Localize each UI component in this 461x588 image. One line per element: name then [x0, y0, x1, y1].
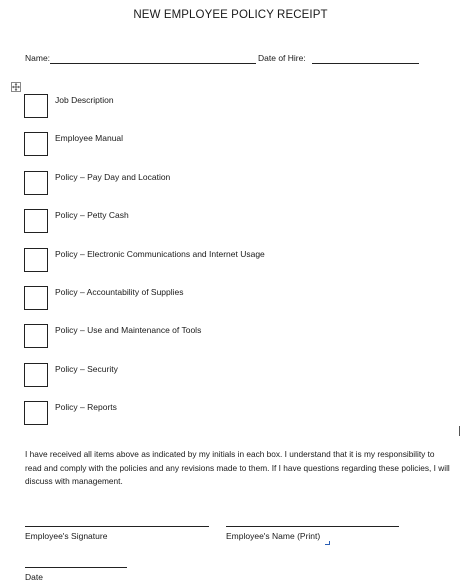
checklist-item-label: Policy – Petty Cash: [55, 210, 129, 220]
checklist-item: [24, 94, 324, 120]
date-of-hire-label: Date of Hire:: [258, 53, 306, 63]
checklist-item: [24, 209, 324, 235]
signature-label: Employee's Signature: [25, 531, 108, 541]
checklist-item: [24, 171, 324, 197]
initials-box[interactable]: [24, 401, 48, 425]
checklist-item-label: Employee Manual: [55, 133, 124, 143]
acknowledgment-text: I have received all items above as indicated by my initials in each box. I understand that it is my responsibility to read and comply with the policies and any revisions made to them. If I have questions regarding these policies, I will discuss with management.: [25, 449, 450, 486]
date-label: Date: [25, 572, 43, 582]
checklist-item: [24, 363, 324, 389]
checklist-item-label: Policy – Security: [55, 364, 118, 374]
initials-box[interactable]: [24, 248, 48, 272]
checklist-item-label: Policy – Electronic Communications and Internet Usage: [55, 249, 265, 259]
signature-line[interactable]: [25, 526, 209, 527]
name-field-line[interactable]: [50, 63, 256, 64]
initials-box[interactable]: [24, 171, 48, 195]
move-arrows-icon: [12, 83, 20, 91]
name-label: Name:: [25, 53, 51, 63]
initials-box[interactable]: [24, 324, 48, 348]
table-move-handle[interactable]: [11, 82, 21, 92]
date-line[interactable]: [25, 567, 127, 568]
checklist-item-label: Policy – Pay Day and Location: [55, 172, 171, 182]
checklist-item: [24, 286, 324, 312]
checklist-item-label: Policy – Accountability of Supplies: [55, 287, 184, 297]
initials-box[interactable]: [24, 94, 48, 118]
checklist-item-label: Job Description: [55, 95, 114, 105]
checklist-item: [24, 248, 324, 274]
printed-name-label: Employee's Name (Print): [226, 531, 321, 541]
date-of-hire-field-line[interactable]: [312, 63, 419, 64]
printed-name-line[interactable]: [226, 526, 399, 527]
checklist-item-label: Policy – Use and Maintenance of Tools: [55, 325, 202, 335]
initials-box[interactable]: [24, 286, 48, 310]
checklist-item-label: Policy – Reports: [55, 402, 117, 412]
checklist-item: [24, 324, 324, 350]
initials-box[interactable]: [24, 132, 48, 156]
spelling-marker: [325, 541, 330, 545]
document-title: NEW EMPLOYEE POLICY RECEIPT: [133, 9, 328, 21]
text-cursor: [459, 426, 460, 436]
checklist-item: [24, 132, 324, 158]
checklist-item: [24, 401, 324, 427]
initials-box[interactable]: [24, 209, 48, 233]
initials-box[interactable]: [24, 363, 48, 387]
